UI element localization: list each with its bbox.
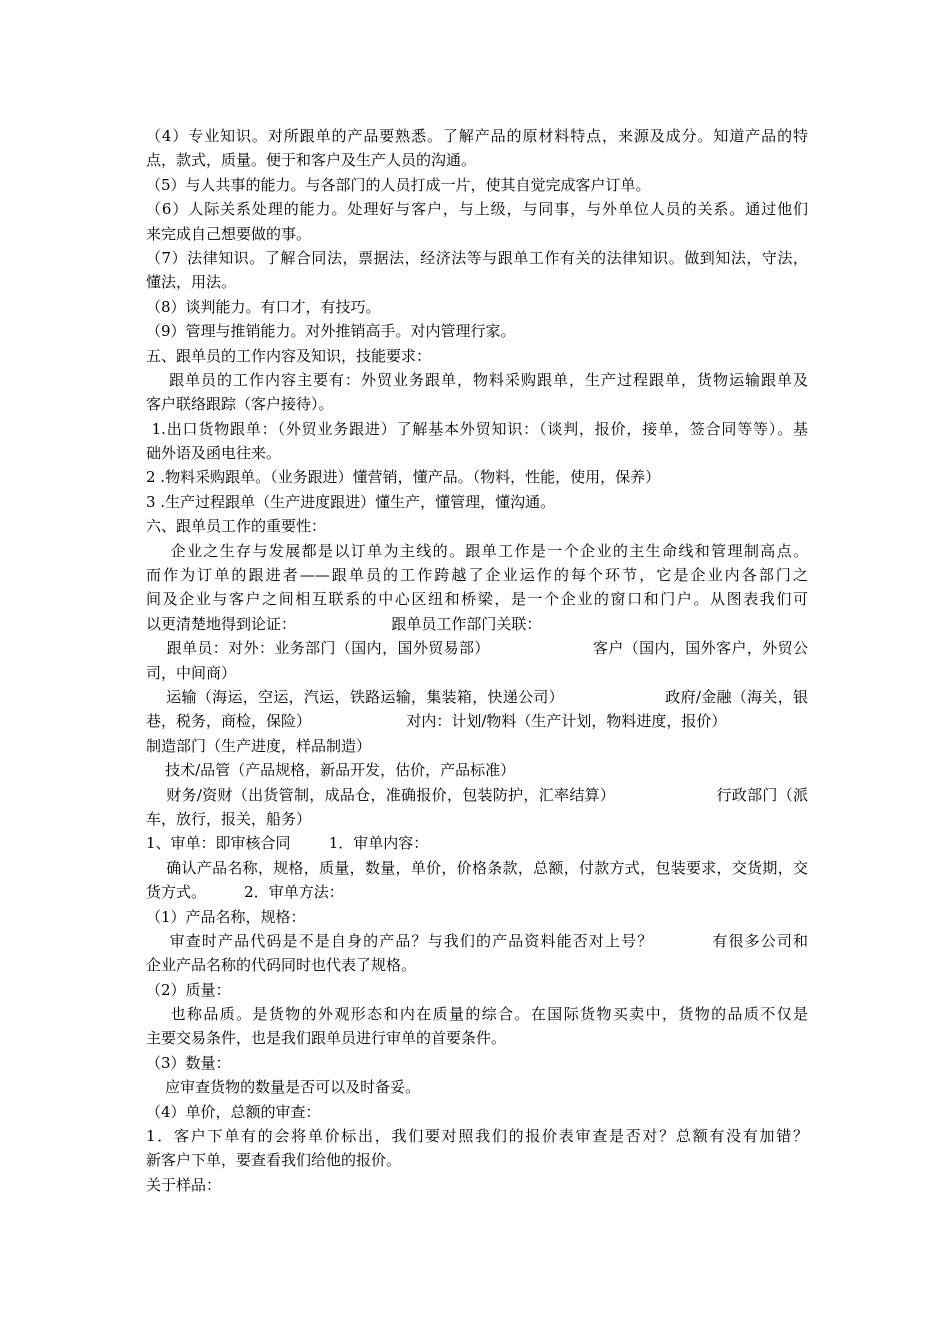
text-line: 应审查货物的数量是否可以及时备妥。 [146, 1078, 421, 1097]
text-line: （4）单价，总额的审查： [146, 1102, 321, 1121]
text-line: 企业之生存与发展都是以订单为主线的。跟单工作是一个企业的主生命线和管理制高点。 [146, 541, 808, 560]
text-line: 1、审单：即审核合同 1．审单内容： [146, 834, 429, 853]
text-line: 运输（海运，空运，汽运，铁路运输，集装箱，快递公司） 政府/金融（海关，银 [146, 687, 808, 706]
text-line: 企业产品名称的代码同时也代表了规格。 [146, 956, 417, 975]
text-line: 客户联络跟踪（客户接待）。 [146, 395, 334, 414]
text-line: 来完成自己想要做的事。 [146, 224, 312, 243]
text-line: 财务/资财（出货管制，成品仓，准确报价，包装防护，汇率结算） 行政部门（派 [146, 785, 808, 804]
document-body [146, 124, 808, 1197]
text-line: 巷，税务，商检，保险） 对内：计划/物料（生产计划，物料进度，报价） [146, 712, 727, 731]
text-line: 础外语及函电往来。 [146, 444, 282, 463]
text-line: （8）谈判能力。有口才，有技巧。 [146, 297, 381, 316]
text-line: （4）专业知识。对所跟单的产品要熟悉。了解产品的原材料特点，来源及成分。知道产品的特 [146, 127, 808, 145]
text-line: 货方式。 2．审单方法： [146, 883, 344, 902]
text-line: 六、跟单员工作的重要性： [146, 517, 327, 536]
text-line: 新客户下单，要查看我们给他的报价。 [146, 1151, 402, 1170]
text-line: （3）数量： [146, 1053, 231, 1072]
text-line: 确认产品名称，规格，质量，数量，单价，价格条款，总额，付款方式，包装要求，交货期，交 [146, 858, 808, 877]
text-line: 审查时产品代码是不是自身的产品？与我们的产品资料能否对上号？ 有很多公司和 [146, 931, 808, 950]
text-line: 2 .物料采购跟单。（业务跟进）懂营销，懂产品。（物料，性能，使用，保养） [146, 468, 661, 487]
text-line: 点，款式，质量。便于和客户及生产人员的沟通。 [146, 151, 477, 170]
text-line: 跟单员：对外：业务部门（国内，国外贸易部） 客户（国内，国外客户，外贸公 [146, 639, 808, 658]
text-line: 而作为订单的跟进者——跟单员的工作跨越了企业运作的每个环节，它是企业内各部门之 [146, 566, 808, 585]
text-line: 五、跟单员的工作内容及知识，技能要求： [146, 346, 432, 365]
text-line: 1.出口货物跟单：（外贸业务跟进）了解基本外贸知识：（谈判，报价，接单，签合同等等）。基 [146, 419, 808, 438]
text-line: （5）与人共事的能力。与各部门的人员打成一片，使其自觉完成客户订单。 [146, 175, 651, 194]
text-line: （9）管理与推销能力。对外推销高手。对内管理行家。 [146, 322, 516, 341]
text-line: 3 .生产过程跟单（生产进度跟进）懂生产，懂管理，懂沟通。 [146, 492, 556, 511]
text-line: 跟单员的工作内容主要有：外贸业务跟单，物料采购跟单，生产过程跟单，货物运输跟单及 [146, 370, 808, 389]
text-line: （6）人际关系处理的能力。处理好与客户，与上级，与同事，与外单位人员的关系。通过他们 [146, 200, 808, 219]
text-line: 主要交易条件，也是我们跟单员进行审单的首要条件。 [146, 1029, 507, 1048]
text-line: （1）产品名称，规格： [146, 907, 306, 926]
text-line: 技术/品管（产品规格，新品开发，估价，产品标准） [146, 761, 516, 780]
text-line: （7）法律知识。了解合同法，票据法，经济法等与跟单工作有关的法律知识。做到知法，守法， [146, 248, 808, 267]
text-line: 也称品质。是货物的外观形态和内在质量的综合。在国际货物买卖中，货物的品质不仅是 [146, 1005, 808, 1024]
text-line: 制造部门（生产进度，样品制造） [146, 736, 372, 755]
text-line: （2）质量： [146, 980, 231, 999]
text-line: 车，放行，报关，船务） [146, 809, 312, 828]
text-line: 懂法，用法。 [146, 273, 237, 292]
text-line: 以更清楚地得到论证： 跟单员工作部门关联： [146, 614, 542, 633]
text-line: 间及企业与客户之间相互联系的中心区纽和桥梁，是一个企业的窗口和门户。从图表我们可 [146, 590, 808, 609]
text-line: 1．客户下单有的会将单价标出，我们要对照我们的报价表审查是否对？总额有没有加错？ [146, 1127, 808, 1146]
text-line: 司，中间商） [146, 663, 237, 682]
text-line: 关于样品： [146, 1175, 222, 1194]
